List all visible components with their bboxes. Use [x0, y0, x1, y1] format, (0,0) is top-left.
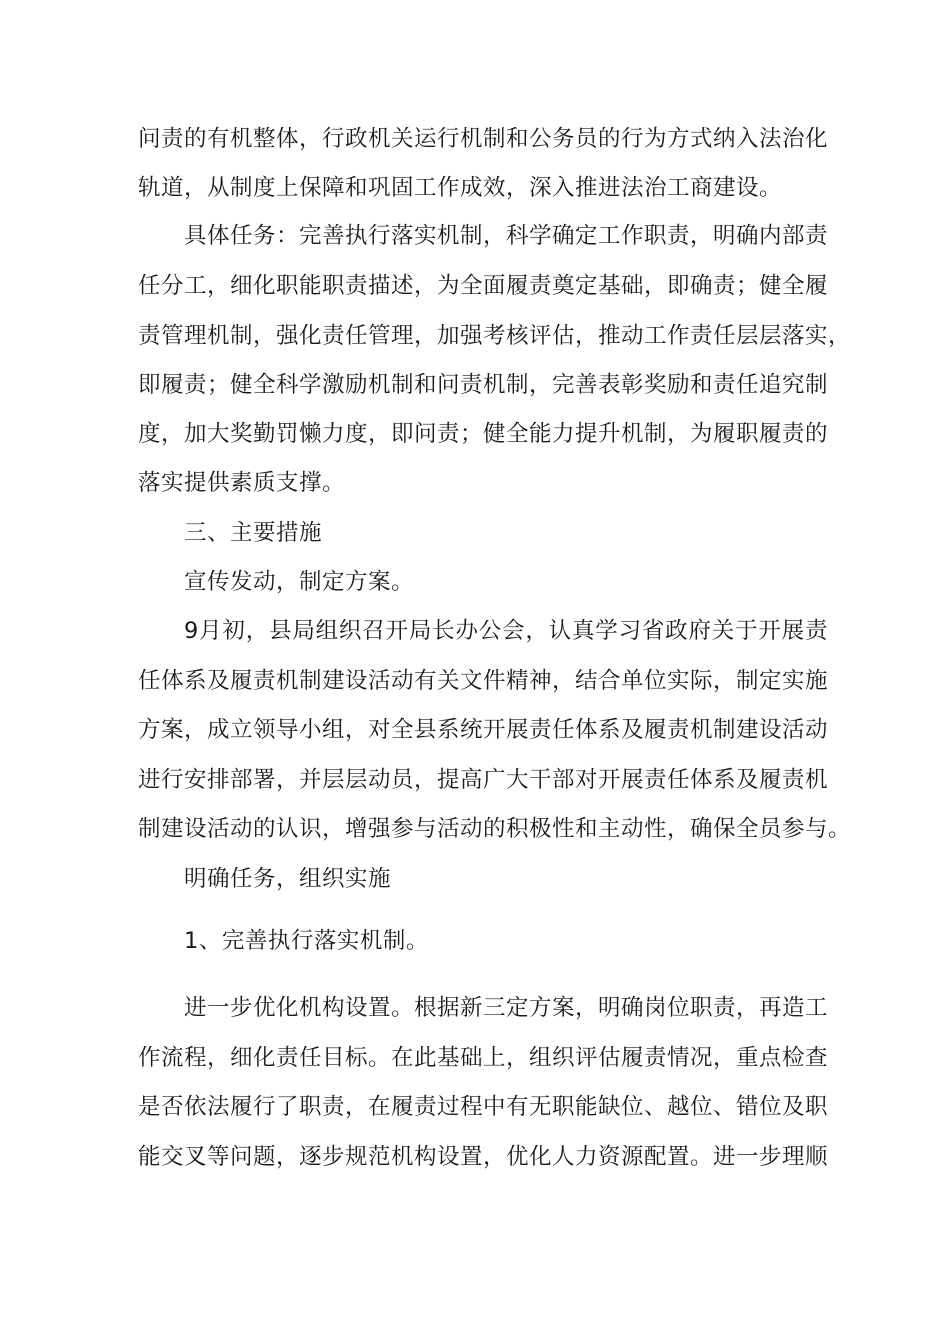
text-line: 进一步优化机构设置。根据新三定方案，明确岗位职责，再造工 — [184, 995, 829, 1021]
text-line: 进行安排部署，并层层动员，提高广大干部对开展责任体系及履责机 — [138, 767, 829, 793]
text-line: 是否依法履行了职责，在履责过程中有无职能缺位、越位、错位及职 — [138, 1094, 829, 1120]
section-heading: 三、主要措施 — [184, 520, 323, 546]
text-line: 作流程，细化责任目标。在此基础上，组织评估履责情况，重点检查 — [138, 1045, 829, 1071]
text-line: 能交叉等问题，逐步规范机构设置，优化人力资源配置。进一步理顺 — [138, 1144, 829, 1170]
text-line: 轨道，从制度上保障和巩固工作成效，深入推进法治工商建设。 — [138, 175, 783, 201]
text-line: 度，加大奖勤罚懒力度，即问责；健全能力提升机制，为履职履责的 — [138, 421, 829, 447]
text-line: 9月初，县局组织召开局长办公会，认真学习省政府关于开展责 — [184, 618, 828, 644]
text-line: 方案，成立领导小组，对全县系统开展责任体系及履责机制建设活动 — [138, 717, 829, 743]
text-line: 落实提供素质支撑。 — [138, 470, 346, 496]
text-line: 任分工，细化职能职责描述，为全面履责奠定基础，即确责；健全履 — [138, 273, 829, 299]
subheading: 宣传发动，制定方案。 — [184, 569, 415, 595]
subheading: 明确任务，组织实施 — [184, 866, 392, 892]
text-line: 即履责；健全科学激励机制和问责机制，完善表彰奖励和责任追究制 — [138, 372, 829, 398]
text-line: 问责的有机整体，行政机关运行机制和公务员的行为方式纳入法治化 — [138, 126, 829, 152]
text-line: 任体系及履责机制建设活动有关文件精神，结合单位实际，制定实施 — [138, 668, 829, 694]
text-line: 责管理机制，强化责任管理，加强考核评估，推动工作责任层层落实， — [138, 323, 852, 349]
text-line: 制建设活动的认识，增强参与活动的积极性和主动性，确保全员参与。 — [138, 816, 852, 842]
numbered-item: 1、完善执行落实机制。 — [184, 928, 429, 954]
text-line: 具体任务：完善执行落实机制，科学确定工作职责，明确内部责 — [184, 223, 829, 249]
